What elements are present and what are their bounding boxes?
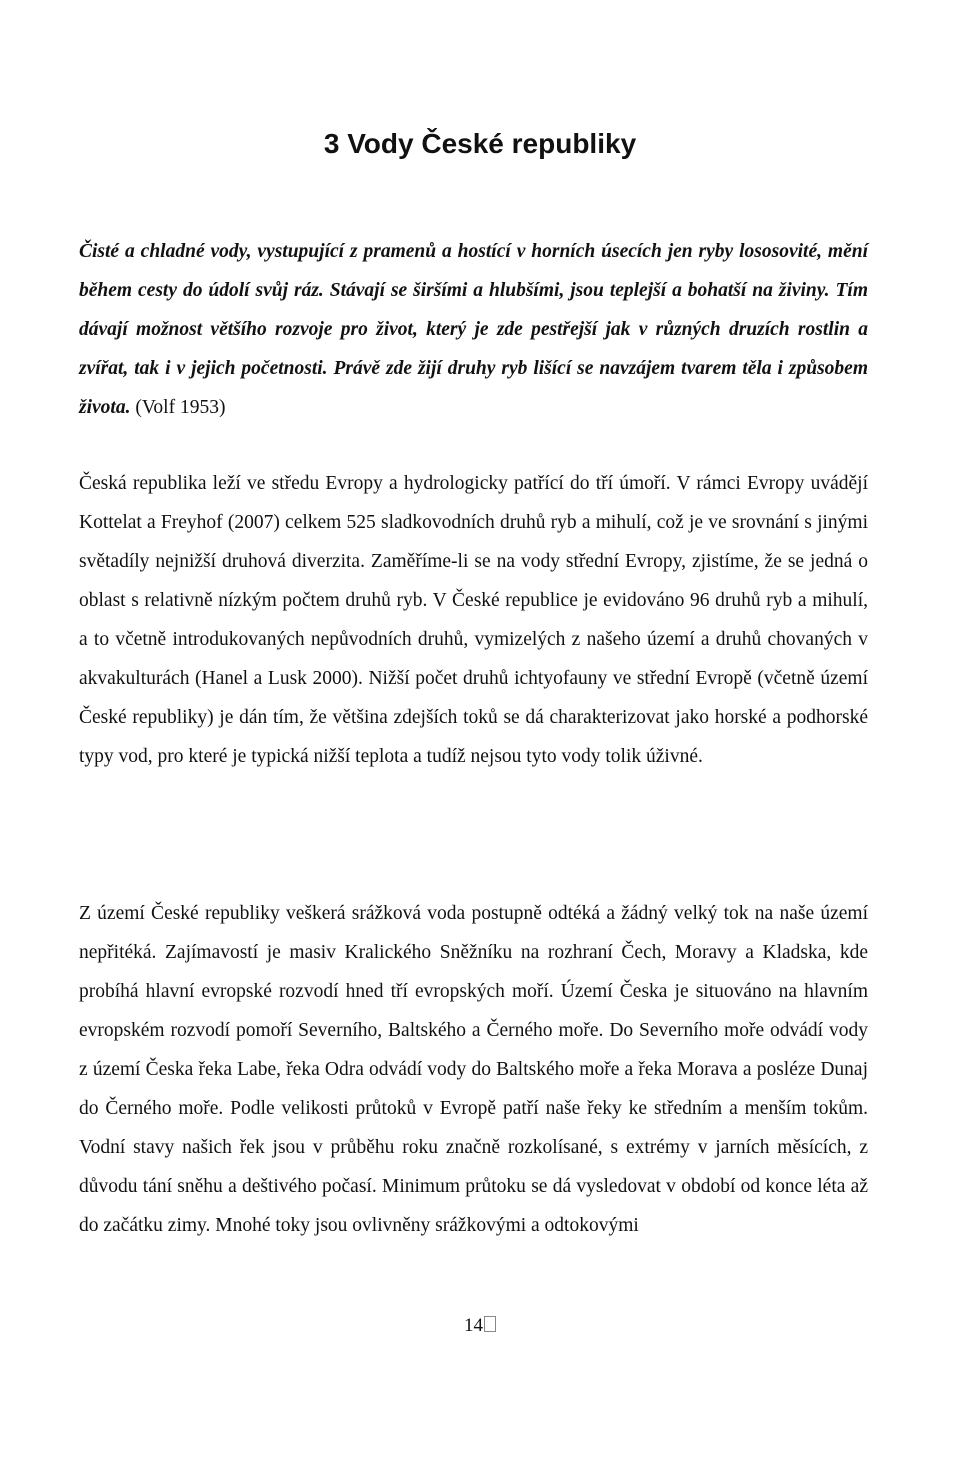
placeholder-box-icon [484, 1316, 496, 1332]
body-paragraph-fish-diversity: Česká republika leží ve středu Evropy a hydrologicky patřící do tří úmoří. V rámci Evropy uvádějí Kottelat a Freyhof (2007) celkem 525 sladkovodních druhů ryb a mihulí, což je ve srovnání s jinými světadíly nejnižší druhová diverzita. Zaměříme-li se na vody střední Evropy, zjistíme, že se jedná o oblast s relativně nízkým počtem druhů ryb. V České republice je evidováno 96 druhů ryb a mihulí, a to včetně introdukovaných nepůvodních druhů, vymizelých z našeho území a druhů chovaných v akvakulturách (Hanel a Lusk 2000). Nižší počet druhů ichtyofauny ve střední Evropě (včetně území České republiky) je dán tím, že většina zdejších toků se dá charakterizovat jako horské a podhorské typy vod, pro které je typická nižší teplota a tudíž nejsou tyto vody tolik úživné. [79, 473, 868, 767]
chapter-heading: 3 Vody České republiky [323, 128, 637, 159]
page-number [0, 1314, 960, 1338]
page-number-value: 14 [464, 1315, 483, 1336]
epigraph-paragraph [79, 232, 868, 427]
epigraph-citation: (Volf 1953) [130, 397, 226, 418]
epigraph-quote: Čisté a chladné vody, vystupující z pramenů a hostící v horních úsecích jen ryby lososovité, mění během cesty do údolí svůj ráz. Stávají se širšími a hlubšími, jsou teplejší a bohatší na živiny. Tím dávají možnost většího rozvoje pro život, který je zde pestřejší jak v různých druzích rostlin a zvířat, tak i v jejich početnosti. Právě zde žijí druhy ryb lišící se navzájem tvarem těla i způsobem života. [79, 241, 868, 418]
body-paragraph-watershed: Z území České republiky veškerá srážková voda postupně odtéká a žádný velký tok na naše území nepřitéká. Zajímavostí je masiv Kralického Sněžníku na rozhraní Čech, Moravy a Kladska, kde probíhá hlavní evropské rozvodí hned tří evropských moří. Území Česka je situováno na hlavním evropském rozvodí pomoří Severního, Baltského a Černého moře. Do Severního moře odvádí vody z území Česka řeka Labe, řeka Odra odvádí vody do Baltského moře a řeka Morava a posléze Dunaj do Černého moře. Podle velikosti průtoků v Evropě patří naše řeky ke středním a menším tokům. Vodní stavy našich řek jsou v průběhu roku značně rozkolísané, s extrémy v jarních měsících, z důvodu tání sněhu a deštivého počasí. Minimum průtoku se dá vysledovat v období od konce léta až do začátku zimy. Mnohé toky jsou ovlivněny srážkovými a odtokovými [79, 903, 868, 1236]
